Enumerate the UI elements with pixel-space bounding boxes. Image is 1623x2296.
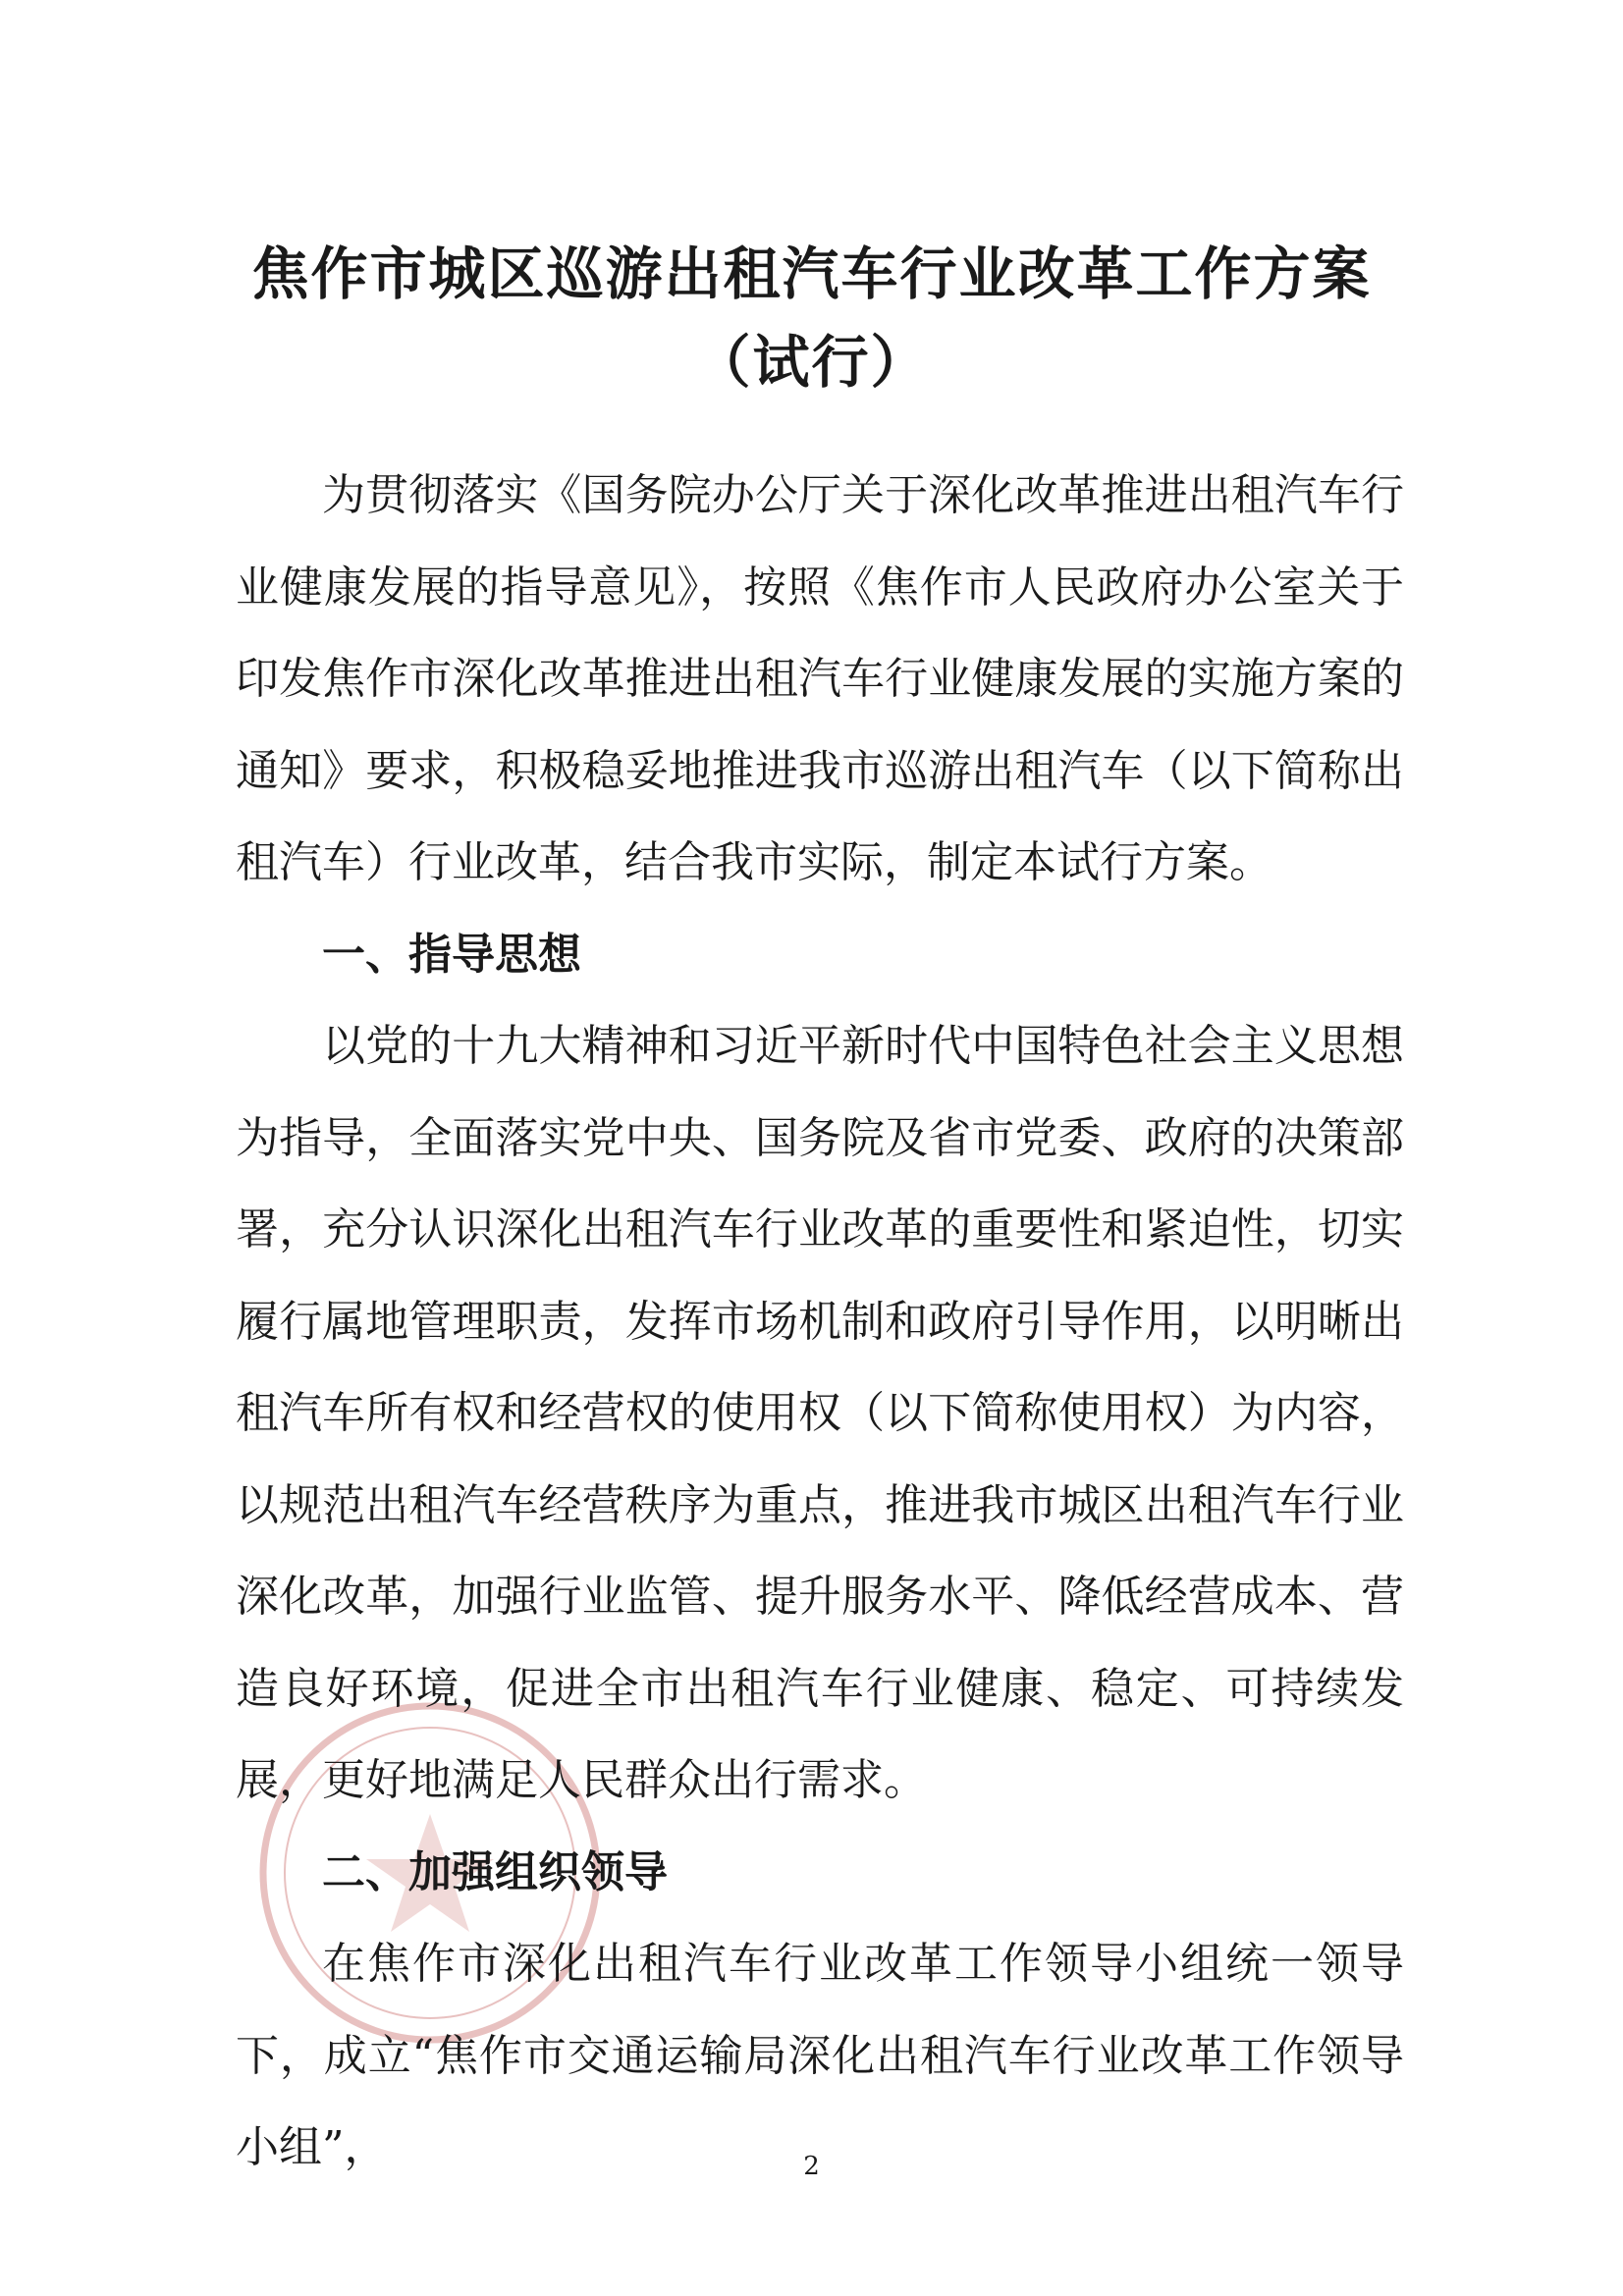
- document-subtitle: （试行）: [693, 329, 930, 396]
- page-number: 2: [803, 2152, 820, 2181]
- document-title: 焦作市城区巡游出租汽车行业改革工作方案: [251, 240, 1372, 307]
- intro-paragraph: 为贯彻落实《国务院办公厅关于深化改革推进出租汽车行业健康发展的指导意见》，按照《焦作市人民政府办公室关于印发焦作市深化改革推进出租汽车行业健康发展的实施方案的通知》要求，积极稳妥地推进我市巡游出租汽车（以下简称出租汽车）行业改革，结合我市实际，制定本试行方案。: [236, 470, 1404, 887]
- section-paragraph-organization: 在焦作市深化出租汽车行业改革工作领导小组统一领导下，成立“焦作市交通运输局深化出租汽车行业改革工作领导小组”，: [236, 1939, 1404, 2172]
- section-paragraph-guiding-ideology: 以党的十九大精神和习近平新时代中国特色社会主义思想为指导，全面落实党中央、国务院及省市党委、政府的决策部署，充分认识深化出租汽车行业改革的重要性和紧迫性，切实履行属地管理职责，发挥市场机制和政府引导作用，以明晰出租汽车所有权和经营权的使用权（以下简称使用权）为内容，以规范出租汽车经营秩序为重点，推进我市城区出租汽车行业深化改革，加强行业监管、提升服务水平、降低经营成本、营造良好环境，促进全市出租汽车行业健康、稳定、可持续发展，更好地满足人民群众出行需求。: [236, 1021, 1404, 1805]
- document-body: [236, 450, 1404, 2194]
- section-heading-organization: 二、加强组织领导: [322, 1846, 668, 1897]
- section-heading-guiding-ideology: 一、指导思想: [322, 929, 581, 980]
